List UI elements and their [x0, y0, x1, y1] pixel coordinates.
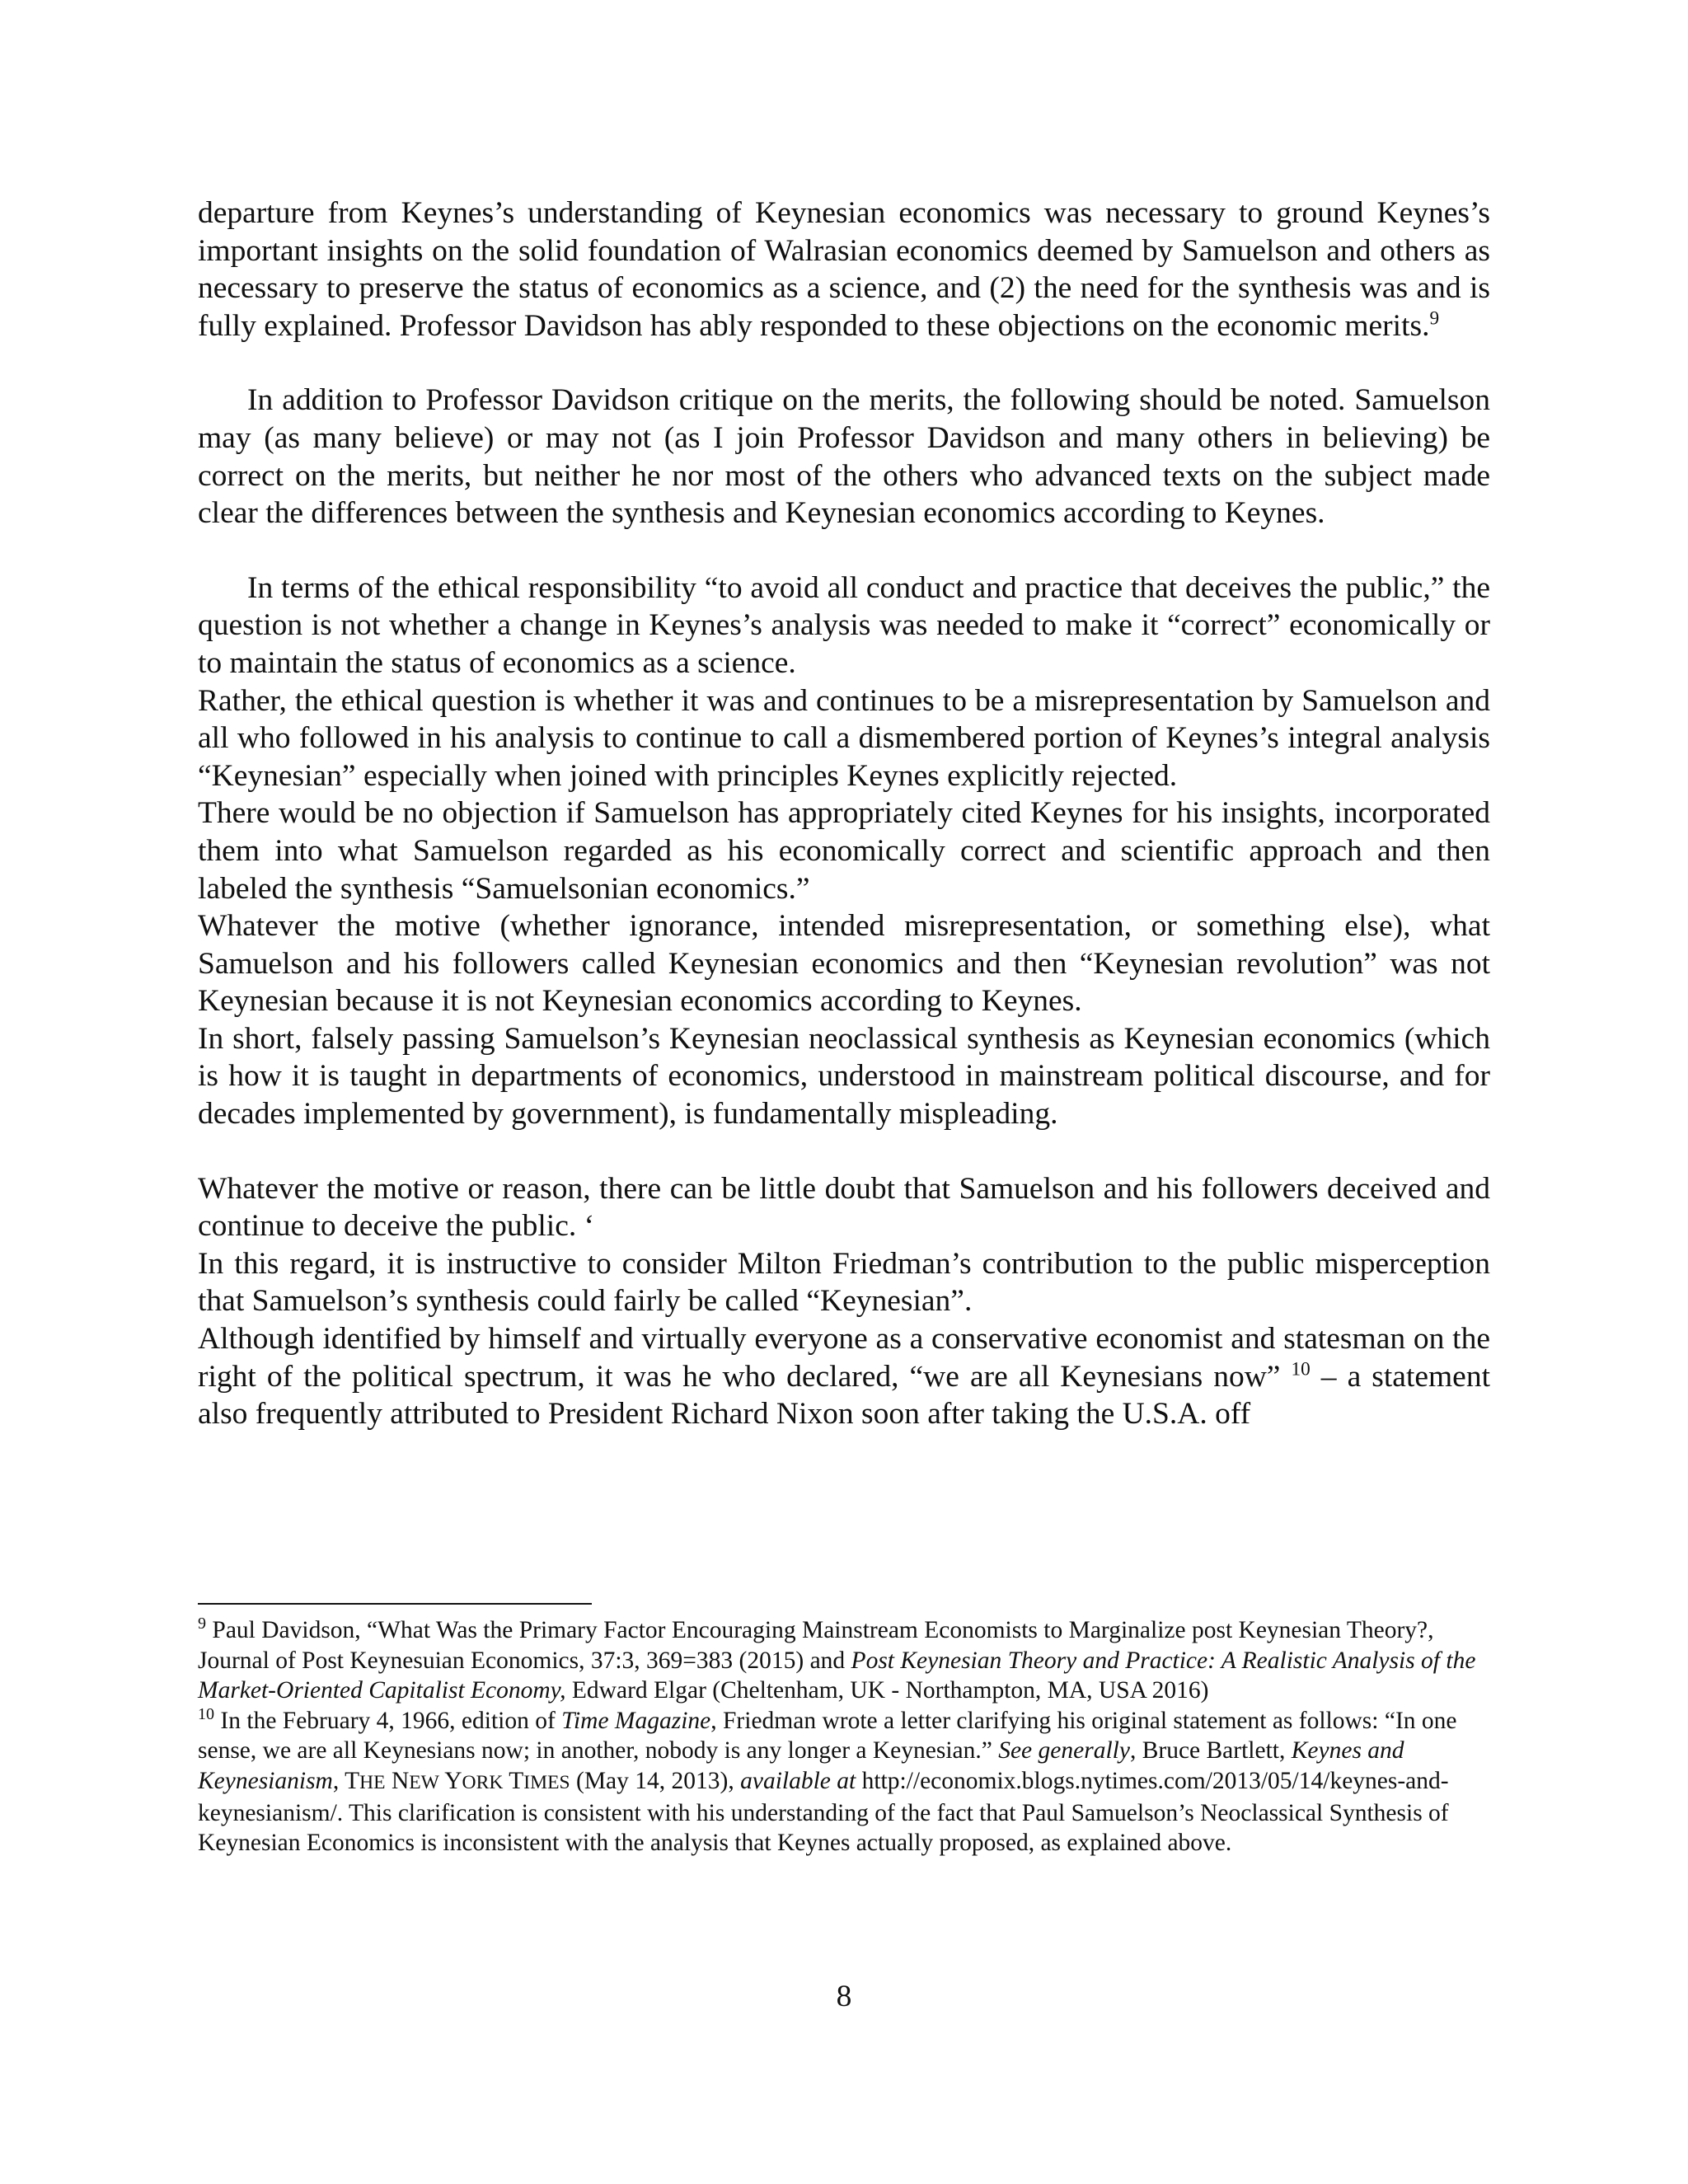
footnote-marker-9: 9 — [198, 1615, 207, 1633]
main-body — [198, 194, 1490, 1433]
paragraph-no-objection: There would be no objection if Samuelson has appropriately cited Keynes for his insights, incorporated them into what Samuelson regarded as his economically correct and scientific approach and then labeled the synthesis “Samuelsonian economics.” — [198, 796, 1490, 906]
page-number: 8 — [836, 1980, 852, 2013]
source-url-text: http://economix.blogs.nytimes.com/2013/05/14/keynes-and-keynesianism/. This clarification is consistent with his understanding of the fact that Paul Samuelson’s Neoclassical Synthesis of Keynesian Economics is inconsistent with the analysis that Keynes actually proposed, as explained above. — [198, 1767, 1449, 1857]
footnote-separator — [198, 1603, 592, 1605]
paragraph-continuation: departure from Keynes’s understanding of Keynesian economics was necessary to ground Keynes’s important insights on the solid foundation of Walrasian economics deemed by Samuelson and others as necessary to preserve the status of economics as a science, and (2) the need for the synthesis was and is fully explained. Professor Davidson has ably responded to these objections on the economic merits.$^9$ — [198, 196, 1490, 343]
paragraph-ethical-responsibility: In terms of the ethical responsibility “to avoid all conduct and practice that deceives the public,” the question is not whether a change in Keynes’s analysis was needed to make it “correct” economically or to maintain the status of economics as a science. — [198, 570, 1490, 680]
paragraph-deceived: Whatever the motive or reason, there can be little doubt that Samuelson and his followers deceived and continue to deceive the public. ‘ — [198, 1171, 1490, 1244]
paragraph-critique: In addition to Professor Davidson critique on the merits, the following should be noted. Samuelson may (as many believe) or may not (as I join Professor Davidson and many others in believing) be correct on the merits, but neither he nor most of the others who advanced texts on the subject made clear the differences between the synthesis and Keynesian economics according to Keynes. — [198, 383, 1490, 531]
footnote-ref-10[interactable]: 10 — [1291, 1358, 1311, 1380]
footnote-10: $^{10}$ In the February 4, 1966, edition of Time Magazine, Friedman wrote a letter clarifying his original statement as follows: “In one sense, we are all Keynesians now; in another, nobody is any longer a Keynesian.” See generally, Bruce Bartlett, Keynes and Keynesianism, THE NEW YORK TIMES (May 14, 2013), available at http://economix.blogs.nytimes.com/2013/05/14/keynes-and-keynesianism/. This clarification is consistent with his understanding of the fact that Paul Samuelson’s Neoclassical Synthesis of Keynesian Economics is inconsistent with the analysis that Keynes actually proposed, as explained above. — [198, 1704, 1457, 1857]
footnote-9: $^9$ Paul Davidson, “What Was the Primary Factor Encouraging Mainstream Economists to Marginalize post Keynesian Theory?, Journal of Post Keynesuian Economics, 37:3, 369=383 (2015) and Post Keynesian Theory and Practice: A Realistic Analysis of the Market-Oriented Capitalist Economy, Edward Elgar (Cheltenham, UK - Northampton, MA, USA 2016) — [198, 1615, 1476, 1704]
paragraph-in-short: In short, falsely passing Samuelson’s Keynesian neoclassical synthesis as Keynesian economics (which is how it is taught in departments of economics, understood in mainstream political discourse, and for decades implemented by government), is fundamentally mispleading. — [198, 1021, 1490, 1132]
paragraph-keynesians-now: Although identified by himself and virtually everyone as a conservative economist and statesman on the right of the political spectrum, it was he who declared, “we are all Keynesians now” $^{10}$ – a statement also frequently attributed to President Richard Nixon soon after taking the U.S.A. off — [198, 1322, 1490, 1432]
newspaper-name: THE NEW YORK TIMES — [345, 1767, 570, 1794]
paragraph-whatever-motive: Whatever the motive (whether ignorance, intended misrepresentation, or something else), what Samuelson and his followers called Keynesian economics and then “Keynesian revolution” was not Keynesian because it is not Keynesian economics according to Keynes. — [198, 909, 1490, 1019]
footnote-marker-10: 10 — [198, 1704, 215, 1723]
footnote-ref-9[interactable]: 9 — [1429, 307, 1440, 330]
paragraph-friedman: In this regard, it is instructive to consider Milton Friedman’s contribution to the public misperception that Samuelson’s synthesis could fairly be called “Keynesian”. — [198, 1246, 1490, 1319]
footnotes — [198, 1615, 1490, 1858]
paragraph-ethical-question: Rather, the ethical question is whether it was and continues to be a misrepresentation by Samuelson and all who followed in his analysis to continue to call a dismembered portion of Keynes’s integral analysis “Keynesian” especially when joined with principles Keynes explicitly rejected. — [198, 683, 1490, 793]
